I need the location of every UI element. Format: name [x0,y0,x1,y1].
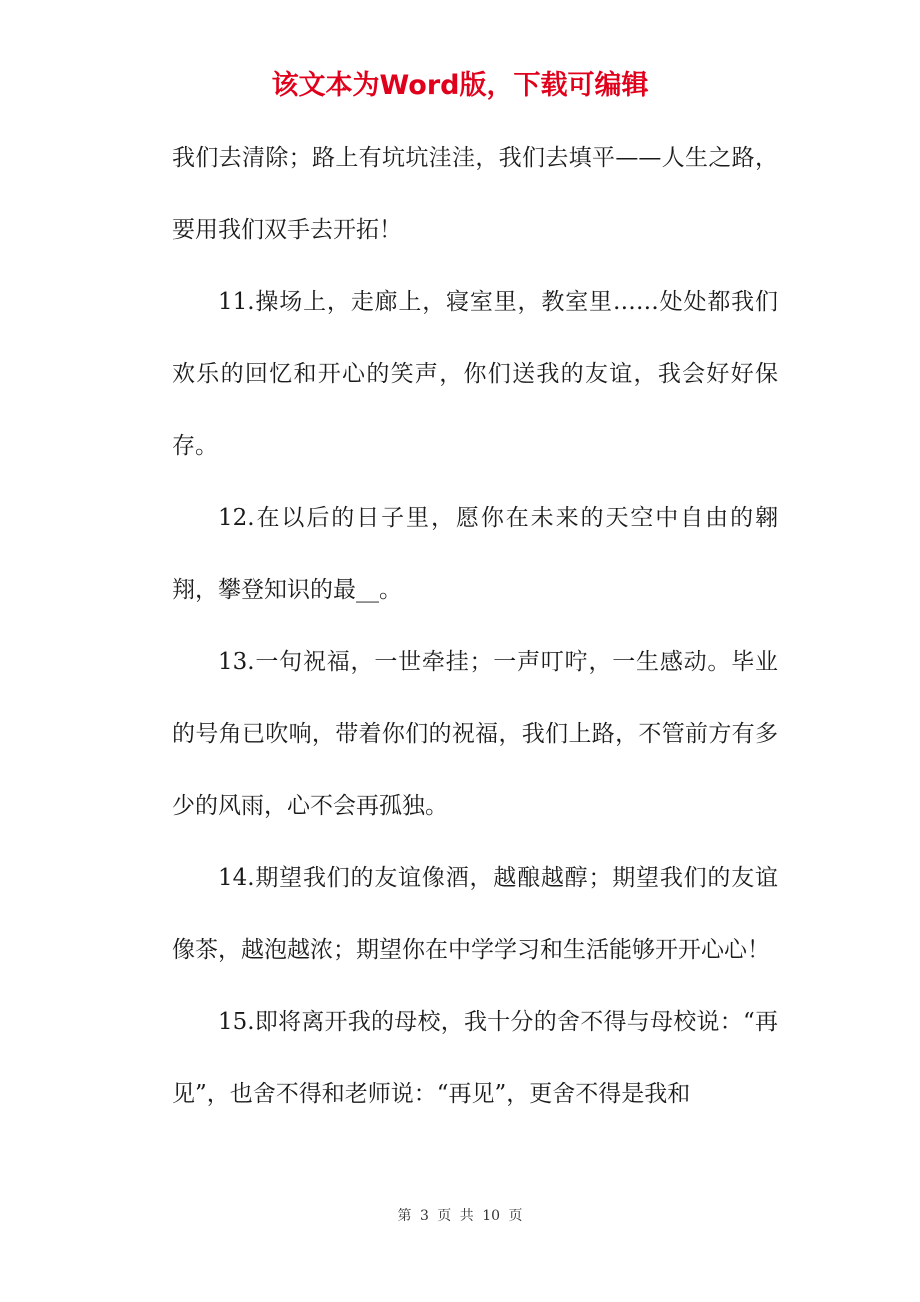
paragraph-item-14: 14.期望我们的友谊像酒，越酿越醇；期望我们的友谊像茶，越泡越浓；期望你在中学学习和生活能够开开心心！ [172,865,778,963]
paragraph-item-15: 15.即将离开我的母校，我十分的舍不得与母校说：“再见”，也舍不得和老师说：“再见”，更舍不得是我和 [172,1009,778,1107]
document-header-title: 该文本为Word版，下载可编辑 [271,70,649,101]
paragraph-item-11: 11.操场上，走廊上，寝室里，教室里……处处都我们欢乐的回忆和开心的笑声，你们送我的友谊，我会好好保存。 [172,289,778,459]
document-body [172,122,778,1130]
paragraph-item-13: 13.一句祝福，一世牵挂；一声叮咛，一生感动。毕业的号角已吹响，带着你们的祝福，我们上路，不管前方有多少的风雨，心不会再孤独。 [172,649,778,819]
paragraph-continuation: 我们去清除；路上有坑坑洼洼，我们去填平——人生之路，要用我们双手去开拓！ [172,145,778,243]
paragraph-item-12: 12.在以后的日子里，愿你在未来的天空中自由的翱翔，攀登知识的最__。 [172,505,778,603]
page-number-footer: 第 3 页 共 10 页 [397,1208,523,1224]
